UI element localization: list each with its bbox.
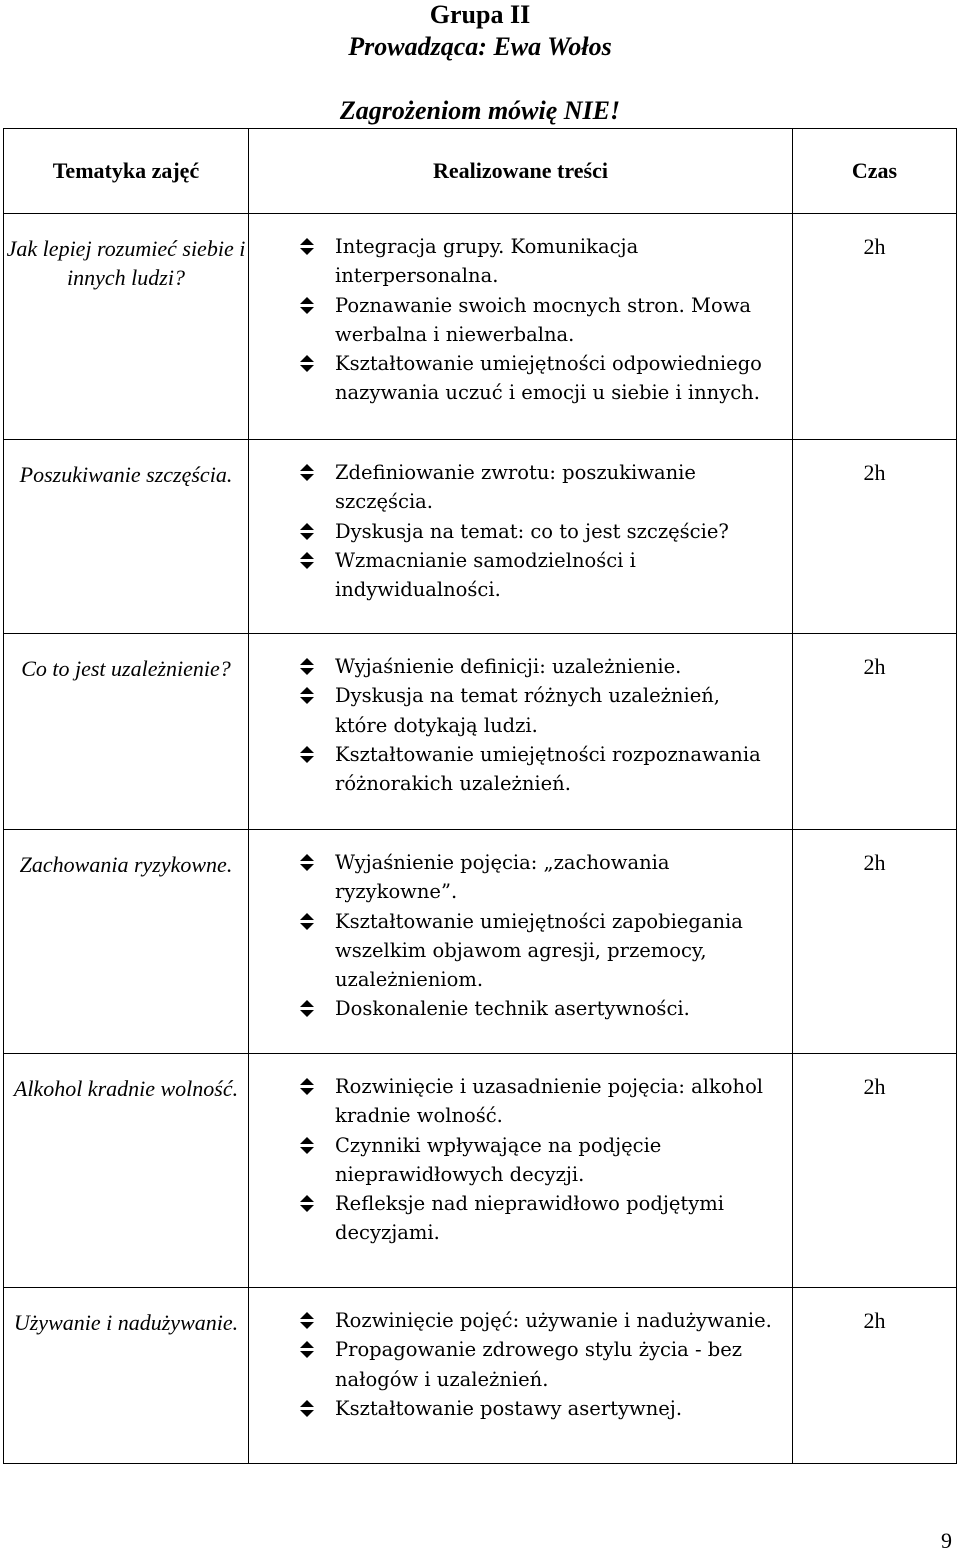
list-item — [249, 1072, 772, 1131]
topic-cell: Używanie i nadużywanie. — [4, 1288, 249, 1464]
up-down-arrow-bullet-icon — [299, 1340, 315, 1360]
topic-cell: Zachowania ryzykowne. — [4, 830, 249, 1054]
table-row — [4, 1288, 957, 1464]
table-row — [4, 830, 957, 1054]
up-down-arrow-bullet-icon — [299, 657, 315, 677]
time-cell: 2h — [793, 214, 957, 440]
up-down-arrow-bullet-icon — [299, 999, 315, 1019]
list-item — [249, 349, 772, 408]
content-cell — [249, 440, 793, 634]
content-cell — [249, 830, 793, 1054]
list-item — [249, 1189, 772, 1248]
list-item-text: Rozwinięcie i uzasadnienie pojęcia: alkohol kradnie wolność. — [335, 1075, 764, 1128]
list-item-text: Dyskusja na temat: co to jest szczęście? — [335, 519, 729, 543]
content-list — [249, 1288, 792, 1437]
up-down-arrow-bullet-icon — [299, 1311, 315, 1331]
page-number: 9 — [941, 1528, 952, 1553]
table-header-row — [4, 129, 957, 214]
content-cell — [249, 1288, 793, 1464]
content-cell — [249, 634, 793, 830]
list-item-text: Wyjaśnienie definicji: uzależnienie. — [335, 655, 682, 678]
up-down-arrow-bullet-icon — [299, 237, 315, 257]
topic-cell: Alkohol kradnie wolność. — [4, 1054, 249, 1288]
up-down-arrow-bullet-icon — [299, 522, 315, 542]
up-down-arrow-bullet-icon — [299, 354, 315, 374]
list-item — [249, 458, 772, 517]
content-list — [249, 634, 792, 812]
up-down-arrow-bullet-icon — [299, 686, 315, 706]
list-item-text: Rozwinięcie pojęć: używanie i nadużywanie. — [335, 1309, 772, 1332]
group-title: Grupa II — [429, 0, 531, 29]
list-item-text: Dyskusja na temat różnych uzależnień, które dotykają ludzi. — [335, 684, 721, 737]
lesson-plan-table — [3, 128, 957, 1464]
content-list — [249, 214, 792, 422]
list-item-text: Wzmacnianie samodzielności i indywidualności. — [335, 548, 636, 602]
up-down-arrow-bullet-icon — [299, 463, 315, 483]
content-cell — [249, 1054, 793, 1288]
list-item-text: Zdefiniowanie zwrotu: poszukiwanie szczęścia. — [335, 461, 696, 514]
list-item-text: Kształtowanie umiejętności rozpoznawania różnorakich uzależnień. — [335, 742, 761, 796]
up-down-arrow-bullet-icon — [299, 912, 315, 932]
up-down-arrow-bullet-icon — [299, 551, 315, 571]
time-cell: 2h — [793, 830, 957, 1054]
list-item-text: Kształtowanie umiejętności zapobiegania wszelkim objawom agresji, przemocy, uzależnieniom. — [335, 909, 743, 992]
list-item-text: Integracja grupy. Komunikacja interpersonalna. — [335, 235, 639, 288]
time-cell: 2h — [793, 634, 957, 830]
list-item — [249, 681, 772, 740]
up-down-arrow-bullet-icon — [299, 296, 315, 316]
leader-line: Prowadząca: Ewa Wołos — [348, 32, 612, 61]
list-item — [249, 232, 772, 291]
list-item-text: Propagowanie zdrowego stylu życia - bez nałogów i uzależnień. — [335, 1338, 743, 1391]
list-item-text: Refleksje nad nieprawidłowo podjętymi decyzjami. — [335, 1192, 724, 1245]
list-item — [249, 517, 772, 546]
list-item — [249, 1335, 772, 1394]
time-cell: 2h — [793, 1288, 957, 1464]
topic-cell: Poszukiwanie szczęścia. — [4, 440, 249, 634]
column-header-time: Czas — [793, 129, 957, 214]
list-item — [249, 1131, 772, 1190]
list-item-text: Czynniki wpływające na podjęcie nieprawidłowych decyzji. — [335, 1133, 662, 1186]
table-row — [4, 214, 957, 440]
content-list — [249, 440, 792, 618]
table-body — [4, 214, 957, 1464]
list-item — [249, 907, 772, 995]
column-header-content: Realizowane treści — [249, 129, 793, 214]
table-row — [4, 1054, 957, 1288]
list-item-text: Wyjaśnienie pojęcia: „zachowania ryzykowne”. — [335, 851, 670, 904]
up-down-arrow-bullet-icon — [299, 1077, 315, 1097]
list-item-text: Poznawanie swoich mocnych stron. Mowa werbalna i niewerbalna. — [335, 293, 752, 346]
topic-cell: Jak lepiej rozumieć siebie i innych ludzi? — [4, 214, 249, 440]
list-item — [249, 994, 772, 1023]
content-list — [249, 830, 792, 1038]
table-row — [4, 634, 957, 830]
program-title: Zagrożeniom mówię NIE! — [339, 96, 621, 125]
list-item-text: Kształtowanie umiejętności odpowiedniego nazywania uczuć i emocji u siebie i innych. — [335, 352, 762, 405]
content-cell — [249, 214, 793, 440]
topic-cell: Co to jest uzależnienie? — [4, 634, 249, 830]
list-item — [249, 546, 772, 605]
list-item — [249, 652, 772, 681]
list-item — [249, 848, 772, 907]
up-down-arrow-bullet-icon — [299, 1399, 315, 1419]
up-down-arrow-bullet-icon — [299, 1194, 315, 1214]
list-item-text: Kształtowanie postawy asertywnej. — [335, 1396, 683, 1420]
list-item — [249, 1306, 772, 1335]
table-row — [4, 440, 957, 634]
list-item-text: Doskonalenie technik asertywności. — [335, 997, 690, 1021]
list-item — [249, 740, 772, 799]
column-header-topic: Tematyka zajęć — [4, 129, 249, 214]
list-item — [249, 291, 772, 350]
content-list — [249, 1054, 792, 1262]
time-cell: 2h — [793, 440, 957, 634]
time-cell: 2h — [793, 1054, 957, 1288]
list-item — [249, 1394, 772, 1423]
up-down-arrow-bullet-icon — [299, 1136, 315, 1156]
up-down-arrow-bullet-icon — [299, 853, 315, 873]
up-down-arrow-bullet-icon — [299, 745, 315, 765]
